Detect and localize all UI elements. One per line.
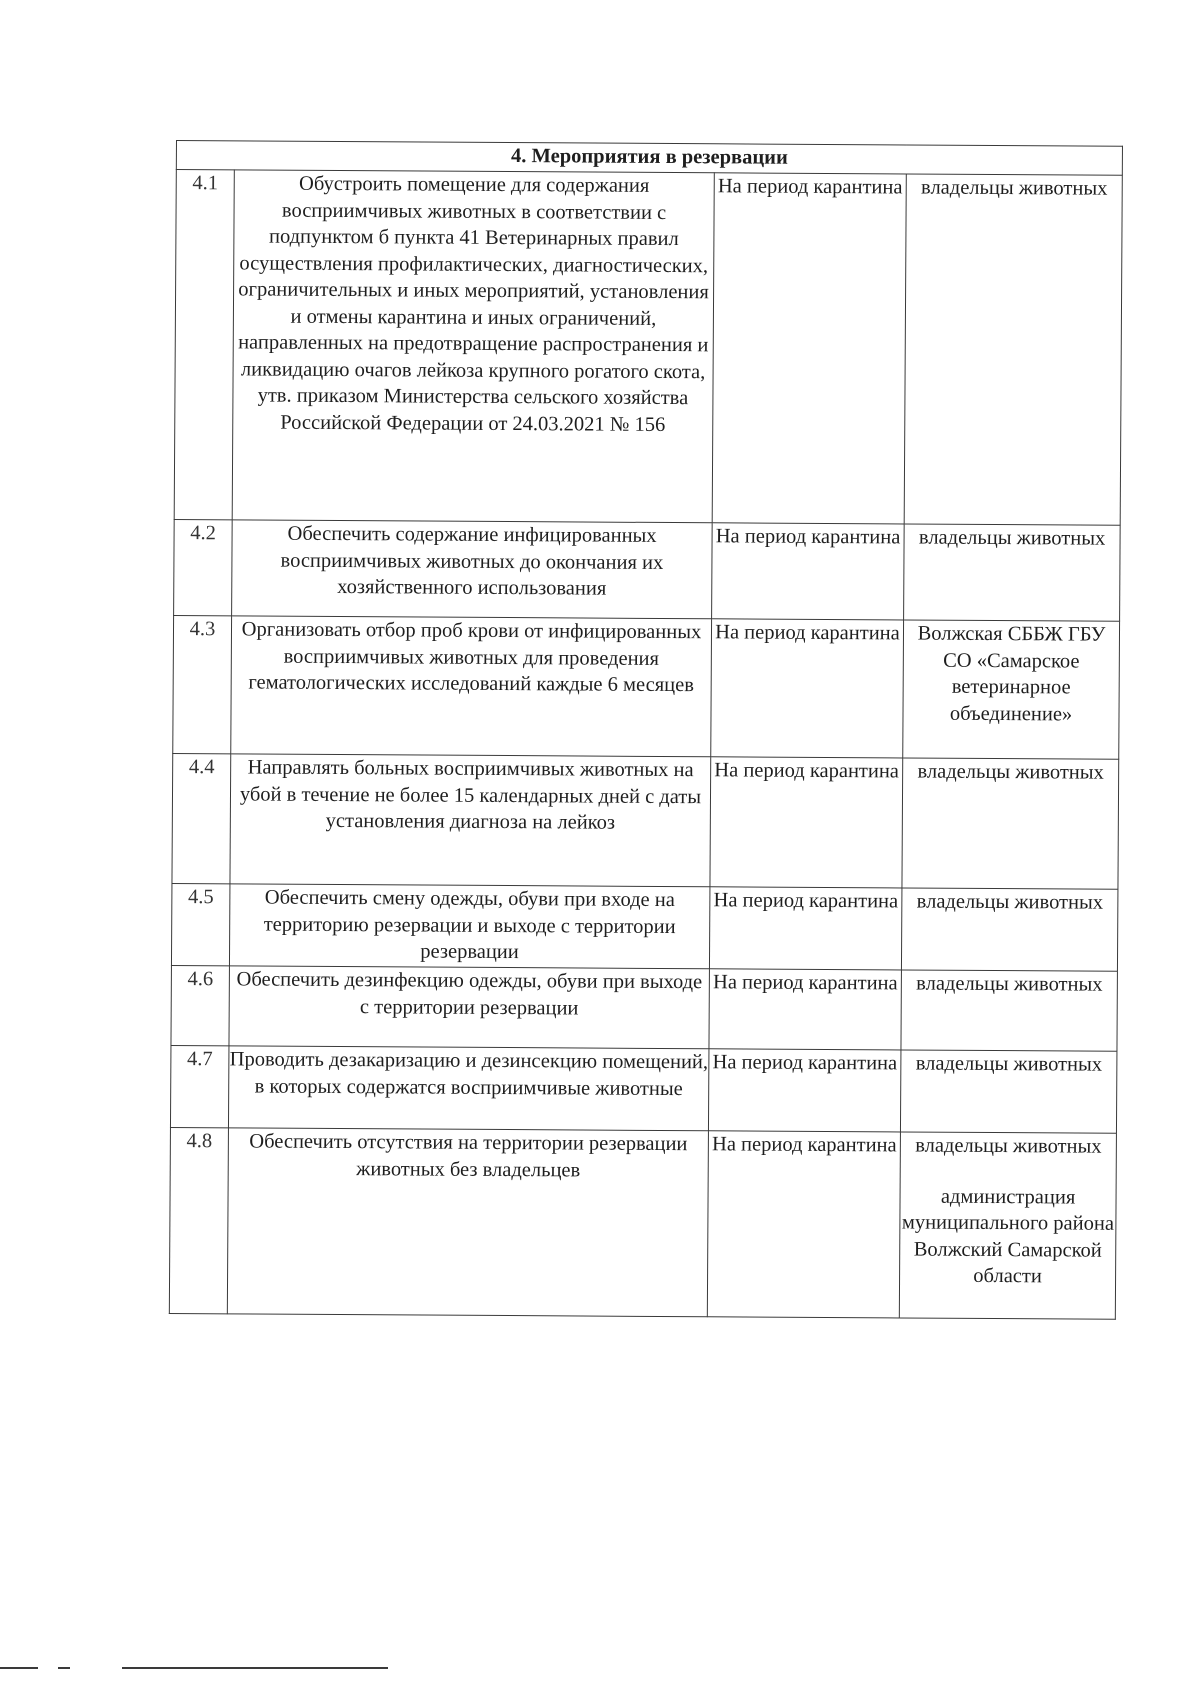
- spacer: [901, 1159, 1116, 1184]
- measure-text: Обустроить помещение для содержания восприимчивых животных в соответствии с подпунктом б пункта 41 Ветеринарных правил осуществления профилактических, диагностических, ограничительных и иных мероприятий, установления и отмены карантина и иных ограничений, направленных на предотвращение распространения и ликвидацию очагов лейкоза крупного рогатого скота, утв. приказом Министерства сельского хозяйства Российской Федерации от 24.03.2021 № 156: [232, 170, 714, 523]
- measure-text: Проводить дезакаризацию и дезинсекцию помещений, в которых содержатся восприимчивые животные: [228, 1046, 708, 1131]
- measure-responsible: [899, 1132, 1116, 1319]
- measure-text: Направлять больных восприимчивых животных на убой в течение не более 15 календарных дней с даты установления диагноза на лейкоз: [230, 754, 711, 887]
- measures-table: [169, 140, 1123, 1320]
- row-number: 4.5: [171, 883, 229, 965]
- measure-responsible: [901, 970, 1118, 1051]
- measure-responsible: [904, 174, 1122, 525]
- footer-rule: [122, 1667, 388, 1669]
- measure-responsible: [900, 1050, 1117, 1133]
- measure-period: На период карантина: [707, 1131, 900, 1318]
- row-number: 4.1: [174, 170, 234, 520]
- measure-period: На период карантина: [709, 887, 901, 970]
- measure-text: Обеспечить дезинфекцию одежды, обуви при выходе с территории резервации: [229, 966, 709, 1049]
- responsible-party: владельцы животных: [918, 526, 1106, 550]
- responsible-party: владельцы животных: [915, 1052, 1103, 1076]
- responsible-party: владельцы животных: [921, 176, 1108, 200]
- table-row: [171, 883, 1118, 971]
- row-number: 4.8: [169, 1127, 228, 1313]
- responsible-party: Волжская СББЖ ГБУ СО «Самарское ветеринарное объединение»: [917, 622, 1106, 725]
- row-number: 4.6: [171, 965, 229, 1045]
- row-number: 4.2: [174, 519, 233, 615]
- responsible-party: владельцы животных: [915, 1134, 1102, 1158]
- measure-text: Обеспечить содержание инфицированных восприимчивых животных до окончания их хозяйственного использования: [232, 520, 713, 619]
- row-number: 4.7: [170, 1045, 228, 1127]
- table-row: [174, 519, 1121, 621]
- table-row: [174, 170, 1122, 526]
- table-row: [171, 965, 1118, 1051]
- measure-responsible: [903, 620, 1120, 759]
- measure-period: На период карантина: [708, 1049, 900, 1132]
- measure-responsible: [901, 888, 1118, 971]
- footer-rule: [0, 1667, 38, 1669]
- measures-table-body: [169, 141, 1122, 1320]
- responsible-party: владельцы животных: [916, 890, 1104, 914]
- table-row: [169, 1127, 1116, 1319]
- responsible-party: владельцы животных: [917, 760, 1104, 784]
- measure-period: На период карантина: [712, 173, 906, 524]
- table-row: [170, 1045, 1117, 1133]
- row-number: 4.3: [173, 615, 232, 753]
- responsible-party: администрация муниципального района Волжский Самарской области: [901, 1185, 1115, 1288]
- measure-text: Обеспечить смену одежды, обуви при входе на территорию резервации и выходе с территории резервации: [229, 884, 709, 969]
- measure-period: На период карантина: [709, 969, 901, 1050]
- measure-period: На период карантина: [712, 523, 905, 620]
- row-number: 4.4: [172, 753, 231, 883]
- measure-text: Обеспечить отсутствия на территории резервации животных без владельцев: [227, 1128, 708, 1317]
- table-row: [172, 753, 1119, 889]
- measure-responsible: [904, 524, 1121, 621]
- section-title: 4. Мероприятия в резервации: [176, 141, 1122, 176]
- measure-responsible: [902, 758, 1119, 889]
- measure-period: На период карантина: [711, 619, 904, 758]
- table-row: [173, 615, 1120, 759]
- footer-rule: [58, 1667, 70, 1669]
- measure-text: Организовать отбор проб крови от инфицированных восприимчивых животных для проведения гематологических исследований каждые 6 месяцев: [231, 616, 712, 757]
- measure-period: На период карантина: [710, 757, 903, 888]
- responsible-party: владельцы животных: [916, 972, 1103, 996]
